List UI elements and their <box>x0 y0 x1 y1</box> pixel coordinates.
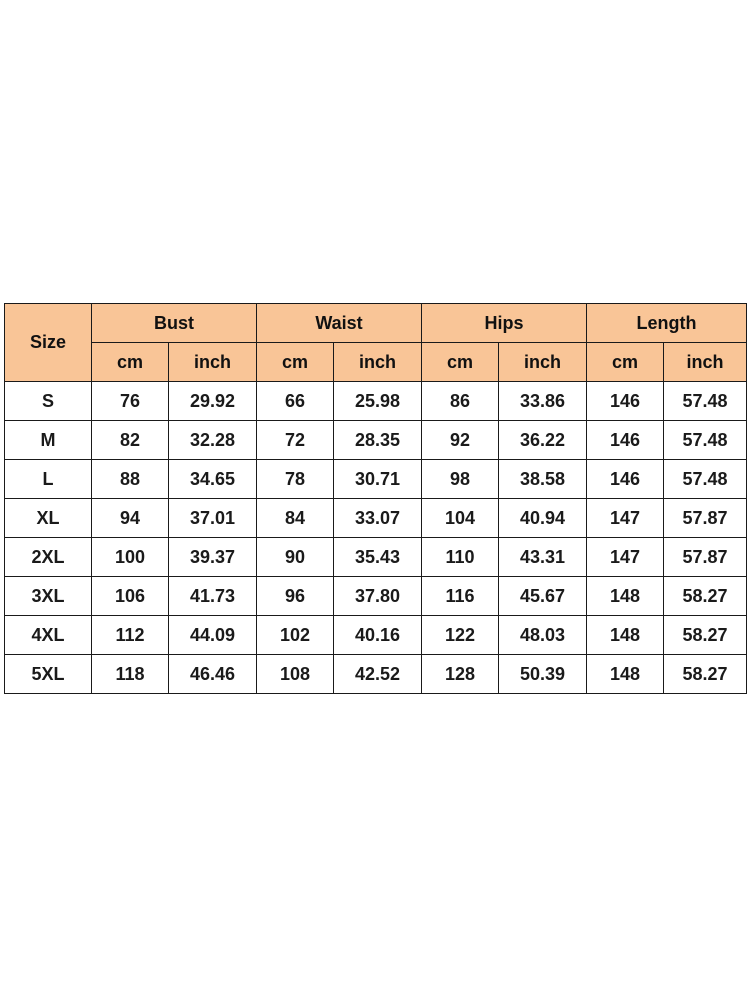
table-row <box>5 421 747 460</box>
size-chart-table <box>4 303 747 694</box>
size-cell: S <box>5 382 92 421</box>
measurement-cell: 78 <box>257 460 334 499</box>
unit-header: inch <box>499 343 587 382</box>
table-row <box>5 460 747 499</box>
measurement-cell: 76 <box>92 382 169 421</box>
measurement-cell: 106 <box>92 577 169 616</box>
measurement-cell: 112 <box>92 616 169 655</box>
measurement-cell: 118 <box>92 655 169 694</box>
measurement-cell: 94 <box>92 499 169 538</box>
waist-header: Waist <box>257 304 422 343</box>
table-row <box>5 616 747 655</box>
measurement-cell: 92 <box>422 421 499 460</box>
measurement-cell: 40.16 <box>334 616 422 655</box>
measurement-cell: 147 <box>587 499 664 538</box>
measurement-cell: 57.48 <box>664 460 747 499</box>
measurement-cell: 104 <box>422 499 499 538</box>
bust-header: Bust <box>92 304 257 343</box>
measurement-cell: 148 <box>587 655 664 694</box>
hips-header: Hips <box>422 304 587 343</box>
measurement-cell: 41.73 <box>169 577 257 616</box>
header-unit-row <box>5 343 747 382</box>
measurement-cell: 102 <box>257 616 334 655</box>
measurement-cell: 44.09 <box>169 616 257 655</box>
size-cell: 4XL <box>5 616 92 655</box>
unit-header: inch <box>334 343 422 382</box>
measurement-cell: 108 <box>257 655 334 694</box>
measurement-cell: 39.37 <box>169 538 257 577</box>
measurement-cell: 116 <box>422 577 499 616</box>
measurement-cell: 84 <box>257 499 334 538</box>
measurement-cell: 110 <box>422 538 499 577</box>
measurement-cell: 38.58 <box>499 460 587 499</box>
measurement-cell: 58.27 <box>664 655 747 694</box>
table-header <box>5 304 747 382</box>
unit-header: inch <box>664 343 747 382</box>
measurement-cell: 72 <box>257 421 334 460</box>
size-cell: M <box>5 421 92 460</box>
measurement-cell: 100 <box>92 538 169 577</box>
measurement-cell: 28.35 <box>334 421 422 460</box>
measurement-cell: 48.03 <box>499 616 587 655</box>
size-cell: 3XL <box>5 577 92 616</box>
measurement-cell: 57.48 <box>664 421 747 460</box>
table-row <box>5 655 747 694</box>
measurement-cell: 146 <box>587 382 664 421</box>
measurement-cell: 128 <box>422 655 499 694</box>
measurement-cell: 147 <box>587 538 664 577</box>
header-group-row <box>5 304 747 343</box>
size-cell: XL <box>5 499 92 538</box>
table-row <box>5 538 747 577</box>
measurement-cell: 57.48 <box>664 382 747 421</box>
measurement-cell: 98 <box>422 460 499 499</box>
measurement-cell: 82 <box>92 421 169 460</box>
measurement-cell: 86 <box>422 382 499 421</box>
measurement-cell: 46.46 <box>169 655 257 694</box>
measurement-cell: 25.98 <box>334 382 422 421</box>
length-header: Length <box>587 304 747 343</box>
measurement-cell: 148 <box>587 577 664 616</box>
measurement-cell: 50.39 <box>499 655 587 694</box>
measurement-cell: 57.87 <box>664 499 747 538</box>
measurement-cell: 30.71 <box>334 460 422 499</box>
size-cell: 5XL <box>5 655 92 694</box>
measurement-cell: 33.86 <box>499 382 587 421</box>
measurement-cell: 43.31 <box>499 538 587 577</box>
measurement-cell: 88 <box>92 460 169 499</box>
measurement-cell: 37.80 <box>334 577 422 616</box>
measurement-cell: 96 <box>257 577 334 616</box>
unit-header: cm <box>587 343 664 382</box>
measurement-cell: 29.92 <box>169 382 257 421</box>
unit-header: cm <box>422 343 499 382</box>
measurement-cell: 42.52 <box>334 655 422 694</box>
measurement-cell: 58.27 <box>664 616 747 655</box>
measurement-cell: 58.27 <box>664 577 747 616</box>
size-header: Size <box>5 304 92 382</box>
measurement-cell: 146 <box>587 421 664 460</box>
measurement-cell: 57.87 <box>664 538 747 577</box>
table-row <box>5 382 747 421</box>
unit-header: cm <box>92 343 169 382</box>
measurement-cell: 35.43 <box>334 538 422 577</box>
unit-header: inch <box>169 343 257 382</box>
measurement-cell: 146 <box>587 460 664 499</box>
measurement-cell: 33.07 <box>334 499 422 538</box>
size-cell: 2XL <box>5 538 92 577</box>
measurement-cell: 40.94 <box>499 499 587 538</box>
measurement-cell: 32.28 <box>169 421 257 460</box>
measurement-cell: 45.67 <box>499 577 587 616</box>
measurement-cell: 90 <box>257 538 334 577</box>
measurement-cell: 34.65 <box>169 460 257 499</box>
unit-header: cm <box>257 343 334 382</box>
measurement-cell: 148 <box>587 616 664 655</box>
measurement-cell: 37.01 <box>169 499 257 538</box>
table-body <box>5 382 747 694</box>
measurement-cell: 66 <box>257 382 334 421</box>
measurement-cell: 36.22 <box>499 421 587 460</box>
table-row <box>5 499 747 538</box>
measurement-cell: 122 <box>422 616 499 655</box>
size-cell: L <box>5 460 92 499</box>
table-row <box>5 577 747 616</box>
